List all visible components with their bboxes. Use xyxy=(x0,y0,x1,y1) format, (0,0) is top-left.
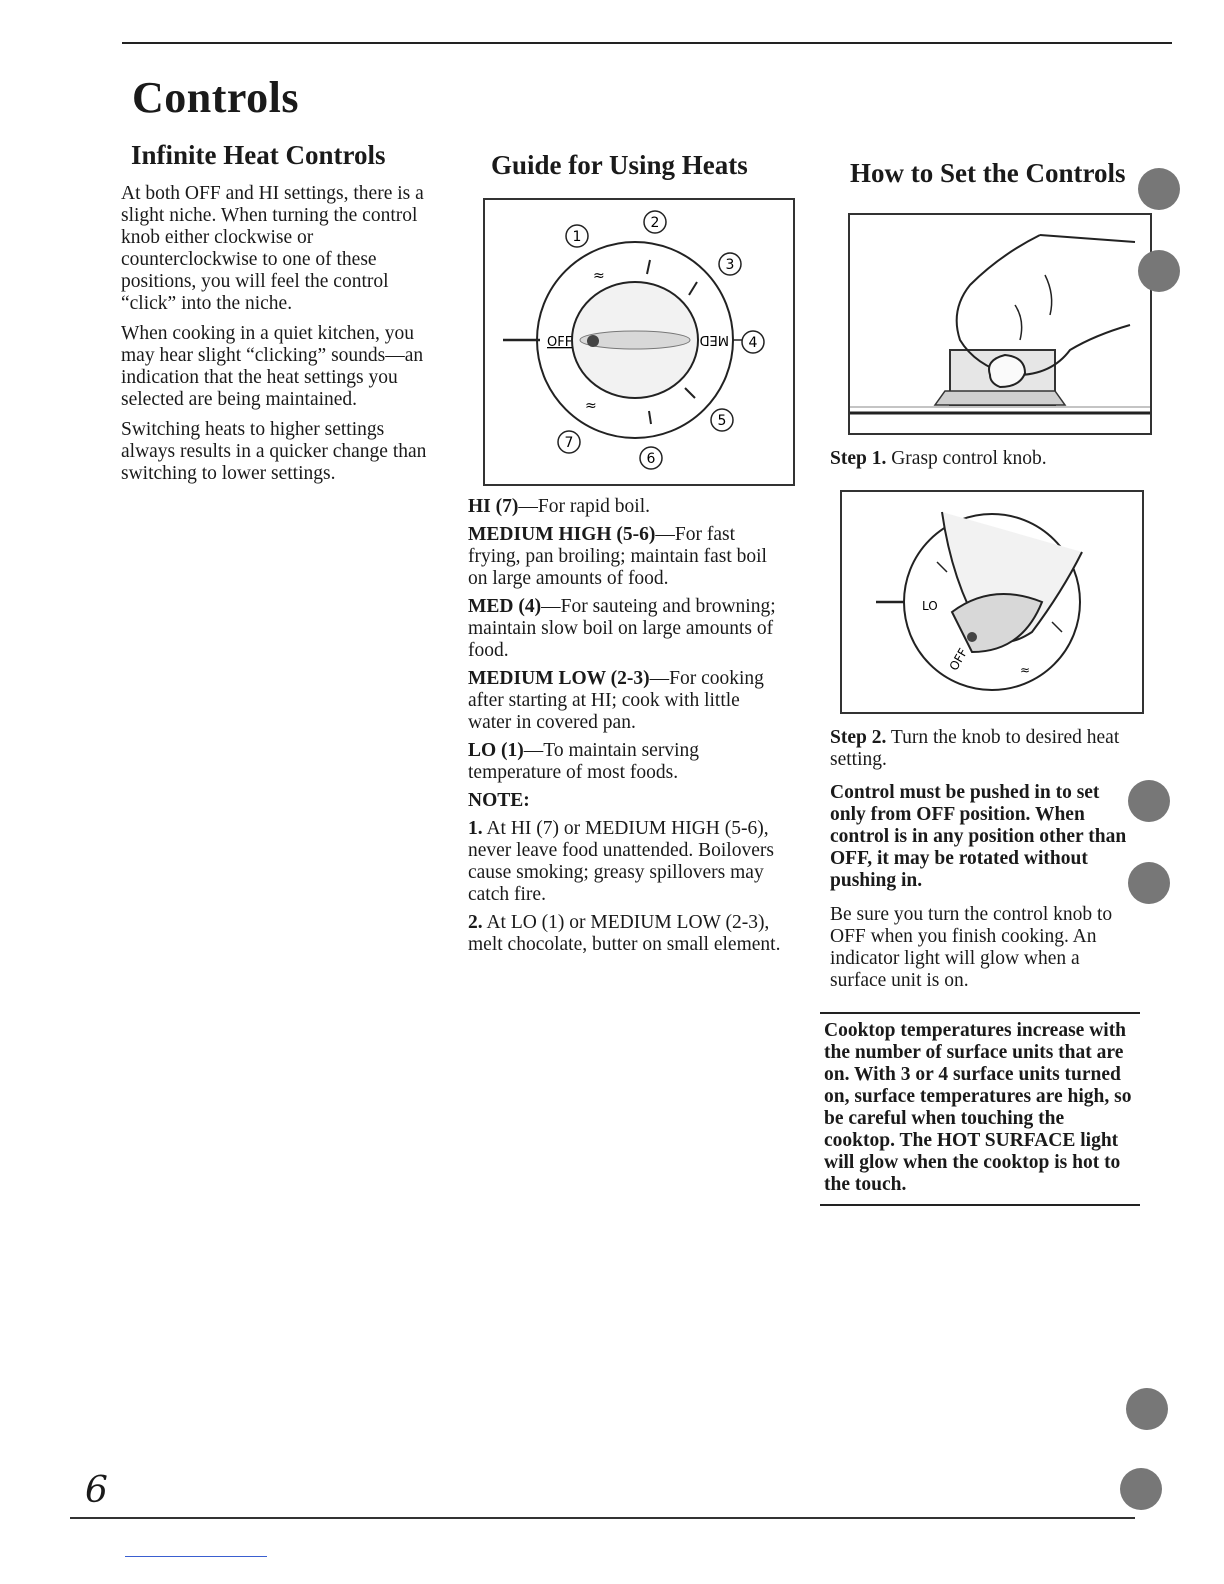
hot-surface-warning: Cooktop temperatures increase with the number of surface units that are on. With 3 or 4 surface units turned on, surface temperatures are high, so be careful when touching the cooktop. The HOT SURFACE light will glow when the cooktop is hot to the touch. xyxy=(820,1012,1140,1206)
note-heading: NOTE: xyxy=(468,790,530,811)
infinite-paragraph: Switching heats to higher settings always results in a quicker change than switching to lower settings. xyxy=(121,419,427,484)
heat-guide-list xyxy=(468,496,788,962)
dial-callout-7: 7 xyxy=(564,435,574,451)
binder-hole-dot xyxy=(1126,1388,1168,1430)
binder-hole-dot xyxy=(1120,1468,1162,1510)
grasp-knob-illustration xyxy=(850,215,1150,433)
dial-callout-3: 3 xyxy=(725,257,735,273)
heat-item: MED (4)—For sauteing and browning; maintain slow boil on large amounts of food. xyxy=(468,596,776,661)
step2-caption: Step 2. Turn the knob to desired heat setting. xyxy=(830,727,1120,770)
turn-off-note: Be sure you turn the control knob to OFF when you finish cooking. An indicator light will glow when a surface unit is on. xyxy=(830,904,1113,991)
binder-hole-dot xyxy=(1138,250,1180,292)
binder-hole-dot xyxy=(1128,780,1170,822)
bottom-rule xyxy=(70,1517,1135,1519)
svg-text:≈: ≈ xyxy=(585,398,597,414)
heat-item: MEDIUM LOW (2-3)—For cooking after starting at HI; cook with little water in covered pan. xyxy=(468,668,764,733)
binder-hole-dot xyxy=(1128,862,1170,904)
footer-link-underline xyxy=(125,1556,267,1557)
step1-caption: Step 1. Grasp control knob. xyxy=(830,448,1047,469)
note-item: 1. At HI (7) or MEDIUM HIGH (5-6), never leave food unattended. Boilovers cause smoking; greasy spillovers may catch fire. xyxy=(468,818,774,905)
step2-knob-lo-label: LO xyxy=(922,599,938,613)
push-to-set-note: Control must be pushed in to set only from OFF position. When control is in any position other than OFF, it may be rotated without pushing in. xyxy=(830,782,1127,891)
turn-knob-figure xyxy=(840,490,1144,714)
heat-item: MEDIUM HIGH (5-6)—For fast frying, pan broiling; maintain fast boil on large amounts of food. xyxy=(468,524,767,589)
binder-hole-dot xyxy=(1138,168,1180,210)
guide-heading: Guide for Using Heats xyxy=(491,150,748,180)
heat-dial-diagram xyxy=(485,200,793,484)
heat-dial-figure xyxy=(483,198,795,486)
dial-med-label: MED xyxy=(699,332,729,347)
note-item: 2. At LO (1) or MEDIUM LOW (2-3), melt chocolate, butter on small element. xyxy=(468,912,781,955)
heat-item: LO (1)—To maintain serving temperature of most foods. xyxy=(468,740,699,783)
infinite-paragraph: At both OFF and HI settings, there is a slight niche. When turning the control knob either clockwise or counterclockwise to one of these positions, you will feel the control “click” into the niche. xyxy=(121,183,424,314)
dial-callout-4: 4 xyxy=(748,335,758,351)
how-to-set-heading: How to Set the Controls xyxy=(850,158,1126,188)
dial-callout-5: 5 xyxy=(717,413,727,429)
dial-callout-2: 2 xyxy=(650,215,660,231)
svg-text:≈: ≈ xyxy=(593,268,605,284)
top-rule xyxy=(122,42,1172,44)
infinite-heat-heading: Infinite Heat Controls xyxy=(131,140,386,170)
dial-callout-1: 1 xyxy=(572,229,582,245)
dial-callout-6: 6 xyxy=(646,451,656,467)
dial-off-label: OFF xyxy=(547,335,573,350)
svg-text:OFF: OFF xyxy=(946,645,971,674)
turn-knob-illustration xyxy=(842,492,1142,712)
heat-item: HI (7)—For rapid boil. xyxy=(468,496,650,517)
page-title: Controls xyxy=(132,73,299,122)
svg-text:≈: ≈ xyxy=(1020,663,1031,677)
grasp-knob-figure xyxy=(848,213,1152,435)
infinite-heat-body xyxy=(121,183,441,493)
infinite-paragraph: When cooking in a quiet kitchen, you may hear slight “clicking” sounds—an indication that the heat settings you selected are being maintained. xyxy=(121,323,424,410)
page-number: 6 xyxy=(85,1470,108,1511)
